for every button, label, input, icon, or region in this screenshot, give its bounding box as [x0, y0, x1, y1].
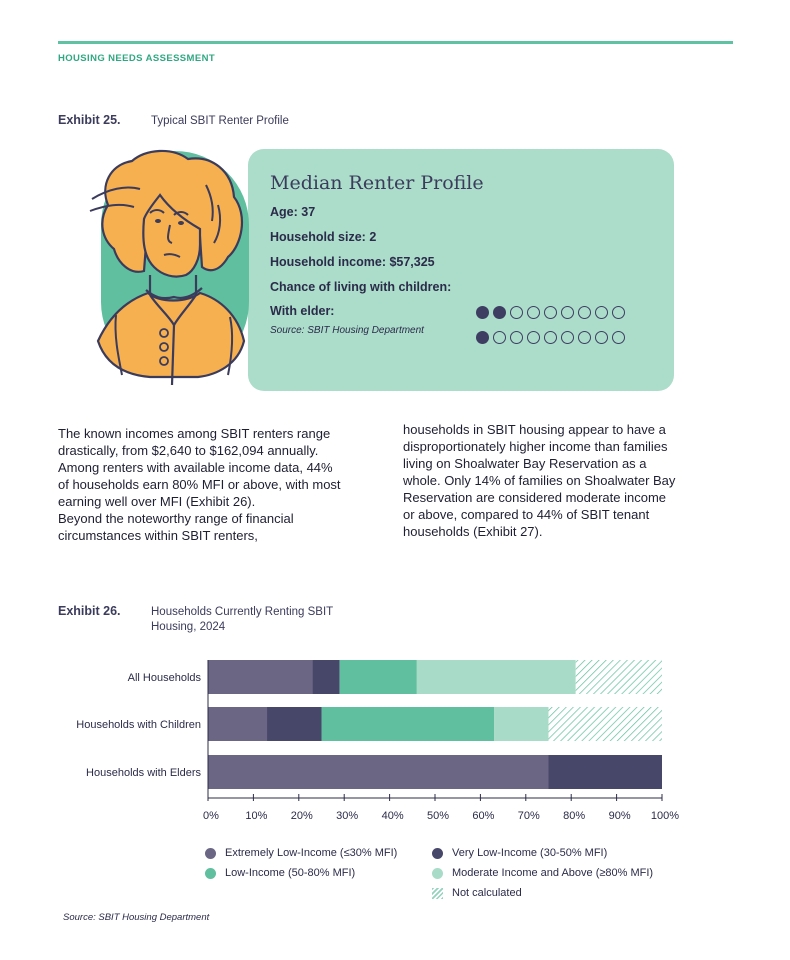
header-rule [58, 41, 733, 44]
exhibit26-title-line2: Housing, 2024 [151, 621, 226, 633]
category-label: Households with Elders [86, 767, 201, 779]
exhibit26-title [151, 605, 333, 635]
empty-dot [578, 306, 591, 319]
x-tick-label: 10% [245, 810, 268, 822]
empty-dot [510, 306, 523, 319]
empty-dot [612, 306, 625, 319]
bar-segment [340, 660, 417, 694]
empty-dot [578, 331, 591, 344]
stat-children-label: Chance of living with children: [270, 280, 452, 294]
children-dot-rating [476, 306, 625, 319]
empty-dot [595, 306, 608, 319]
x-tick-label: 100% [650, 810, 680, 822]
x-tick-label: 90% [608, 810, 631, 822]
empty-dot [595, 331, 608, 344]
legend-very-low [432, 847, 607, 859]
legend-label: Not calculated [452, 887, 522, 899]
bar-segment [208, 660, 312, 694]
legend-swatch [205, 868, 216, 879]
empty-dot [561, 306, 574, 319]
legend-swatch [432, 868, 443, 879]
x-tick-label: 30% [336, 810, 359, 822]
body-text-right: households in SBIT housing appear to have a disproportionately higher income than families living on Shoalwater Bay Reservation as a whole. Only 14% of families on Shoalwater Bay Reservation are considered moderate income or above, compared to 44% of SBIT tenant households (Exhibit 27). [403, 422, 676, 539]
legend-not-calculated [432, 887, 522, 899]
legend-label: Very Low-Income (30-50% MFI) [452, 847, 608, 859]
running-head: HOUSING NEEDS ASSESSMENT [58, 53, 216, 64]
x-tick-label: 60% [472, 810, 495, 822]
legend-extremely-low [205, 847, 397, 859]
bar-segment [312, 660, 339, 694]
exhibit25-number: Exhibit 25. [58, 113, 121, 127]
legend-label: Low-Income (50-80% MFI) [225, 867, 356, 879]
legend-swatch [205, 848, 216, 859]
empty-dot [544, 331, 557, 344]
x-tick-label: 20% [290, 810, 313, 822]
filled-dot [476, 306, 489, 319]
empty-dot [612, 331, 625, 344]
exhibit26-number: Exhibit 26. [58, 604, 121, 618]
empty-dot [510, 331, 523, 344]
empty-dot [527, 331, 540, 344]
x-tick-label: 40% [381, 810, 404, 822]
x-tick-label: 80% [563, 810, 586, 822]
legend-swatch-hatched [432, 888, 443, 899]
bar-segment [322, 707, 495, 741]
category-label: All Households [127, 672, 201, 684]
empty-dot [561, 331, 574, 344]
card-source: Source: SBIT Housing Department [270, 325, 424, 336]
legend-label: Extremely Low-Income (≤30% MFI) [225, 847, 398, 859]
stat-age: Age: 37 [270, 205, 316, 219]
bar-segment [576, 660, 662, 694]
stat-elder-label: With elder: [270, 304, 335, 318]
stat-household-income: Household income: $57,325 [270, 255, 435, 269]
legend-low [205, 867, 355, 879]
bar-segment [417, 660, 576, 694]
exhibit26-title-line1: Households Currently Renting SBIT [151, 606, 334, 618]
bar-segment [267, 707, 321, 741]
renter-illustration [88, 145, 263, 395]
stat-household-size: Household size: 2 [270, 230, 377, 244]
x-tick-label: 50% [426, 810, 450, 822]
elder-dot-rating [476, 331, 625, 344]
legend-moderate [432, 867, 653, 879]
empty-dot [527, 306, 540, 319]
legend-label: Moderate Income and Above (≥80% MFI) [452, 867, 654, 879]
empty-dot [544, 306, 557, 319]
bar-segment [494, 707, 548, 741]
bar-segment [549, 755, 663, 789]
body-text-left: The known incomes among SBIT renters range drastically, from $2,640 to $162,094 annually. Among renters with available income data, 44% of households earn 80% MFI or above, with most earning well over MFI (Exhibit 26). Beyond the noteworthy range of financial circumstances within SBIT renters, [58, 426, 341, 543]
filled-dot [476, 331, 489, 344]
bar-segment [208, 707, 267, 741]
exhibit26-source: Source: SBIT Housing Department [63, 912, 210, 923]
empty-dot [493, 331, 506, 344]
category-label: Households with Children [76, 719, 201, 731]
bar-segment [208, 755, 549, 789]
card-title: Median Renter Profile [270, 172, 484, 194]
legend-swatch [432, 848, 443, 859]
x-tick-label: 70% [517, 810, 540, 822]
exhibit25-title: Typical SBIT Renter Profile [151, 115, 289, 127]
x-tick-label: 0% [203, 810, 219, 822]
filled-dot [493, 306, 506, 319]
bar-segment [549, 707, 663, 741]
